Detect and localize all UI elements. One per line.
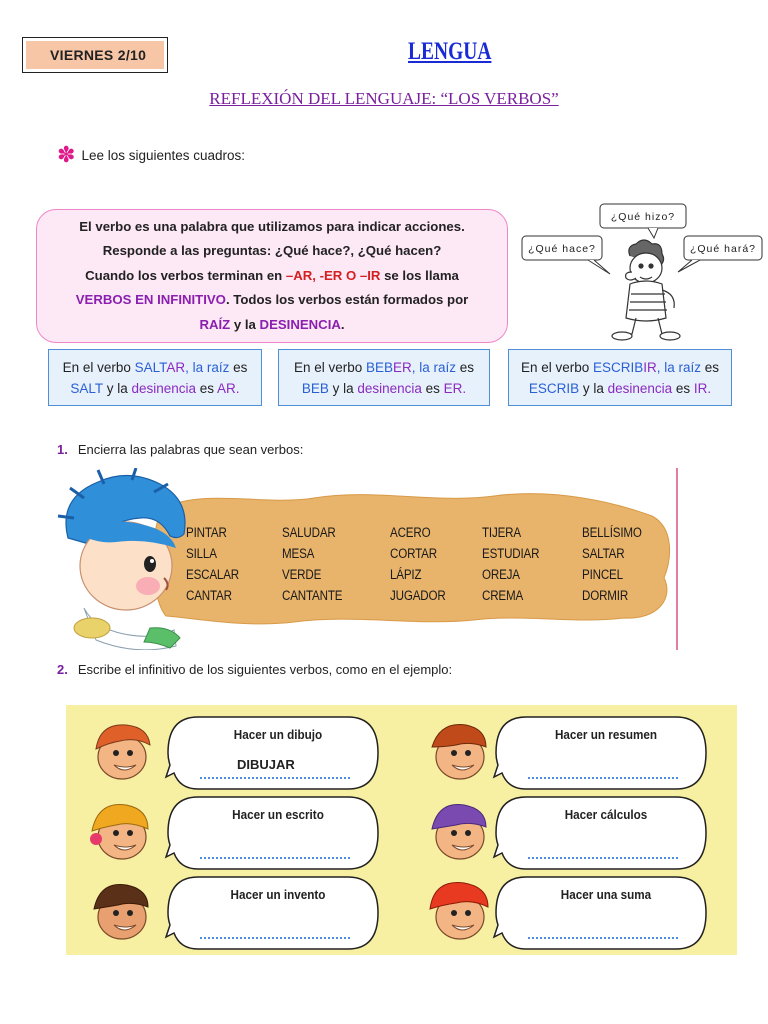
phrase-suma: Hacer una suma bbox=[560, 887, 652, 902]
phrase-dibujo: Hacer un dibujo bbox=[233, 727, 323, 742]
intro-instruction-text: Lee los siguientes cuadros: bbox=[81, 147, 246, 163]
answer-dibujar: DIBUJAR bbox=[237, 757, 295, 772]
kid-face-icon bbox=[86, 799, 154, 865]
exercise-1-number: 1. bbox=[57, 442, 68, 457]
word-item[interactable]: LÁPIZ bbox=[390, 567, 422, 582]
word-item[interactable]: MESA bbox=[282, 546, 315, 561]
kid-face-icon bbox=[86, 879, 154, 945]
word-item[interactable]: PINTAR bbox=[186, 525, 227, 540]
word-item[interactable]: TIJERA bbox=[482, 525, 521, 540]
kid-face-icon bbox=[424, 719, 492, 785]
word-item[interactable]: ESCALAR bbox=[186, 567, 239, 582]
intro-instruction bbox=[57, 144, 245, 166]
question-hara: ¿Qué hará? bbox=[689, 243, 757, 255]
answer-line[interactable] bbox=[200, 857, 350, 859]
verb-definition-box bbox=[36, 209, 508, 343]
baby-face-icon bbox=[58, 468, 185, 650]
phrase-escrito: Hacer un escrito bbox=[232, 807, 324, 822]
speech-bubble-hizo bbox=[600, 204, 686, 238]
example-line-1: En el verbo ESCRIBIR, la raíz es bbox=[520, 359, 720, 375]
example-box-saltar bbox=[48, 349, 262, 406]
word-item[interactable]: JUGADOR bbox=[390, 588, 446, 603]
infinitive-highlight: VERBOS EN INFINITIVO bbox=[75, 292, 226, 308]
question-hace: ¿Qué hace? bbox=[528, 243, 596, 255]
ending-highlight: DESINENCIA bbox=[259, 316, 341, 332]
exercise-2-number: 2. bbox=[57, 662, 68, 677]
definition-line-1: El verbo es una palabra que utilizamos para indicar acciones. bbox=[79, 218, 465, 234]
word-item[interactable]: VERDE bbox=[282, 567, 322, 582]
exercise-1-instruction: Encierra las palabras que sean verbos: bbox=[77, 442, 304, 457]
phrase-invento: Hacer un invento bbox=[230, 887, 326, 902]
phrase-resumen: Hacer un resumen bbox=[554, 727, 658, 742]
speech-bubble-hara bbox=[678, 236, 762, 272]
word-item[interactable]: DORMIR bbox=[582, 588, 629, 603]
kid-face-icon bbox=[424, 799, 492, 865]
example-box-escribir bbox=[508, 349, 732, 406]
word-item[interactable]: CANTAR bbox=[186, 588, 232, 603]
panel-edge-line bbox=[676, 468, 678, 650]
word-item[interactable]: SILLA bbox=[186, 546, 217, 561]
root-highlight: RAÍZ bbox=[199, 316, 231, 332]
word-item[interactable]: OREJA bbox=[482, 567, 520, 582]
definition-line-3: Cuando los verbos terminan en –AR, -ER O –IR se los llama bbox=[85, 267, 459, 283]
question-hizo: ¿Qué hizo? bbox=[610, 211, 676, 223]
subject-title: LENGUA bbox=[408, 38, 492, 65]
word-item[interactable]: CORTAR bbox=[390, 546, 437, 561]
word-item[interactable]: CREMA bbox=[482, 588, 524, 603]
date-label: VIERNES 2/10 bbox=[26, 41, 164, 69]
example-box-beber bbox=[278, 349, 490, 406]
boy-figure bbox=[612, 240, 680, 340]
definition-line-4: VERBOS EN INFINITIVO. Todos los verbos están formados por bbox=[75, 292, 469, 308]
answer-line[interactable] bbox=[200, 777, 350, 779]
example-line-2: ESCRIB y la desinencia es IR. bbox=[528, 380, 712, 396]
exercise-2-title bbox=[57, 662, 452, 677]
word-item[interactable]: ACERO bbox=[390, 525, 431, 540]
speech-bubble bbox=[496, 793, 710, 873]
word-grid bbox=[186, 525, 666, 603]
word-item[interactable]: CANTANTE bbox=[282, 588, 343, 603]
example-line-1: En el verbo BEBER, la raíz es bbox=[293, 359, 475, 375]
example-line-2: BEB y la desinencia es ER. bbox=[301, 380, 467, 396]
speech-bubble bbox=[496, 873, 710, 953]
word-item[interactable]: SALUDAR bbox=[282, 525, 336, 540]
exercise-2-panel bbox=[66, 705, 737, 955]
speech-bubble bbox=[168, 793, 382, 873]
speech-bubble-hace bbox=[522, 236, 610, 274]
speech-bubble bbox=[168, 873, 382, 953]
date-box bbox=[22, 37, 168, 73]
word-item[interactable]: ESTUDIAR bbox=[482, 546, 540, 561]
answer-line[interactable] bbox=[528, 777, 678, 779]
speech-bubble bbox=[168, 713, 382, 793]
exercise-2-instruction: Escribe el infinitivo de los siguientes verbos, como en el ejemplo: bbox=[77, 662, 453, 677]
example-line-2: SALT y la desinencia es AR. bbox=[70, 380, 240, 396]
definition-line-5: RAÍZ y la DESINENCIA. bbox=[199, 316, 345, 332]
endings-highlight: –AR, -ER O –IR bbox=[285, 267, 381, 283]
word-item[interactable]: PINCEL bbox=[582, 567, 623, 582]
answer-line[interactable] bbox=[200, 937, 350, 939]
kid-face-icon bbox=[424, 879, 492, 945]
flower-icon: ✽ bbox=[57, 142, 76, 167]
speech-bubble bbox=[496, 713, 710, 793]
word-item[interactable]: SALTAR bbox=[582, 546, 625, 561]
thinking-boy-illustration bbox=[518, 198, 768, 348]
word-item[interactable]: BELLÍSIMO bbox=[582, 525, 642, 540]
phrase-calculos: Hacer cálculos bbox=[564, 807, 648, 822]
definition-line-2: Responde a las preguntas: ¿Qué hace?, ¿Qué hacen? bbox=[102, 243, 442, 259]
topic-title: REFLEXIÓN DEL LENGUAJE: “LOS VERBOS” bbox=[209, 89, 559, 108]
exercise-1-title bbox=[57, 442, 303, 457]
example-line-1: En el verbo SALTAR, la raíz es bbox=[62, 359, 248, 375]
answer-line[interactable] bbox=[528, 857, 678, 859]
kid-face-icon bbox=[86, 719, 154, 785]
answer-line[interactable] bbox=[528, 937, 678, 939]
